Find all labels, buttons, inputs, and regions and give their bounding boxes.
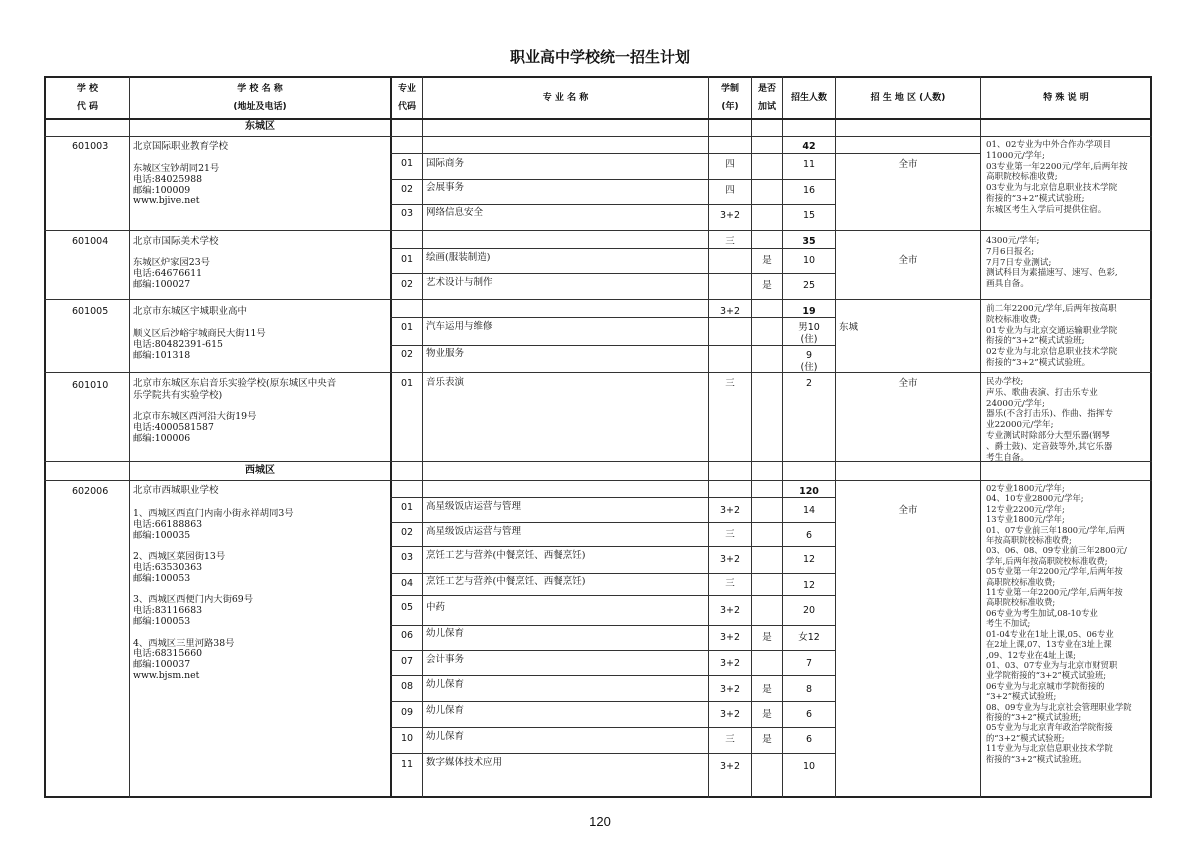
major-count: 8 [805,684,813,695]
major-years: 3+2 [719,505,741,516]
major-code: 01 [400,322,414,333]
row-divider [44,461,1152,462]
total-count: 42 [802,141,816,152]
major-count: 20 [802,605,816,616]
total-count: 120 [799,486,819,497]
header-school-code-2: 代 码 [76,102,99,112]
row-divider [390,248,835,249]
school-name: 北京市国际美术学校 [133,236,219,247]
major-code: 10 [400,733,414,744]
row-divider [390,675,835,676]
region: 全市 [898,505,918,516]
col-divider [129,76,130,798]
major-count: 14 [802,505,816,516]
major-count: 10 [802,761,816,772]
row-divider [390,153,980,154]
major-name: 艺术设计与制作 [426,277,493,288]
row-divider [390,727,835,728]
col-divider [422,76,423,798]
header-major-code: 专业 [397,84,416,94]
major-count: 12 [802,554,816,565]
major-name: 物业服务 [426,348,465,359]
region: 全市 [898,255,918,266]
school-name: 北京市东城区宇城职业高中 [133,306,248,317]
major-count: 25 [802,280,816,291]
major-years: 3+2 [719,684,741,695]
major-name: 幼儿保育 [426,705,465,716]
major-code: 01 [400,254,414,265]
special-notes: 前二年2200元/学年,后两年按高职 院校标准收费; 01专业为与北京交通运输职业学院 衔接的“3+2”模式试验班; 02专业为与北京信息职业技术学院 衔接的“3+2”模式试验班。 [986,304,1118,368]
special-notes: 民办学校; 声乐、歌曲表演、打击乐专业 24000元/学年; 器乐(不含打击乐)、作曲、指挥专 业22000元/学年; 专业测试时除部分大型乐器(钢琴 、爵士鼓)、定音鼓等外,其它乐器 考生自备。 [986,377,1114,463]
major-name: 数字媒体技术应用 [426,757,503,768]
school-name: 北京国际职业教育学校 [133,141,229,152]
major-code: 03 [400,552,414,563]
major-code: 05 [400,602,414,613]
major-name: 幼儿保育 [426,679,465,690]
major-name: 会展事务 [426,182,465,193]
major-name: 烹饪工艺与营养(中餐烹饪、西餐烹饪) [426,576,586,587]
school-code: 601010 [72,380,109,391]
region: 全市 [898,159,918,170]
major-code: 08 [400,681,414,692]
header-major-code-2: 代码 [397,102,416,112]
row-divider [390,595,835,596]
school-code: 602006 [72,486,109,497]
major-exam: 是 [762,280,772,291]
major-exam: 是 [762,255,772,266]
major-code: 02 [400,527,414,538]
major-name: 高星级饭店运营与管理 [426,501,522,512]
major-years: 三 [725,529,735,540]
major-count: 6 [805,734,813,745]
major-name: 高星级饭店运营与管理 [426,526,522,537]
major-count: 女12 [798,632,820,643]
major-count: 9 (住) [800,350,818,373]
major-code: 09 [400,707,414,718]
major-years: 3+2 [719,658,741,669]
header-years-2: (年) [721,102,739,112]
school-years: 三 [725,236,735,247]
row-divider [390,497,835,498]
major-count: 15 [802,210,816,221]
school-address: 顺义区后沙峪宇城商民大街11号 电话:80482391-615 邮编:101318 [133,328,266,361]
major-code: 02 [400,184,414,195]
row-divider [44,480,1152,481]
major-exam: 是 [762,734,772,745]
row-divider [44,372,1152,373]
major-years: 三 [725,378,735,389]
page-number: 120 [589,814,611,829]
major-count: 6 [805,709,813,720]
major-code: 02 [400,349,414,360]
total-count: 19 [802,306,816,317]
header-exam: 是否 [757,84,776,94]
major-years: 三 [725,578,735,589]
major-name: 会计事务 [426,654,465,665]
header-count: 招生人数 [790,93,827,103]
school-address: 1、西城区西直门内南小街永祥胡同3号 电话:66188863 邮编:100035 2、西城区菜园街13号 电话:63530363 邮编:100053 3、西城区西便门内大街69号 电话:83116683 邮编:100053 4、西城区三里河路38号 电话:68315660 邮编:100037 www.bjsm.net [133,508,294,681]
major-name: 汽车运用与维修 [426,321,493,332]
row-divider [390,701,835,702]
major-count: 男10 (住) [798,322,820,345]
major-years: 3+2 [719,632,741,643]
major-years: 3+2 [719,210,741,221]
major-name: 绘画(服装制造) [426,252,491,263]
major-name: 烹饪工艺与营养(中餐烹饪、西餐烹饪) [426,550,586,561]
header-notes: 特 殊 说 明 [1043,93,1089,103]
major-count: 11 [802,159,816,170]
major-exam: 是 [762,709,772,720]
total-count: 35 [802,236,816,247]
major-name: 音乐表演 [426,377,465,388]
district-dongcheng: 东城区 [245,121,275,132]
major-code: 01 [400,378,414,389]
row-divider [390,204,835,205]
major-code: 07 [400,656,414,667]
major-count: 16 [802,185,816,196]
major-years: 三 [725,734,735,745]
special-notes: 01、02专业为中外合作办学项目 11000元/学年; 03专业第一年2200元/学年,后两年按 高职院校标准收费; 03专业为与北京信息职业技术学院 衔接的“3+2”模式试验班; 东城区考生入学后可提供住宿。 [986,140,1128,215]
district-xicheng: 西城区 [245,465,275,476]
region: 东城 [839,322,859,333]
major-years: 3+2 [719,554,741,565]
school-name: 北京市东城区东启音乐实验学校(原东城区中央音 乐学院共有实验学校) [133,378,337,401]
row-divider [390,273,835,274]
row-divider [390,317,835,318]
school-code: 601003 [72,141,109,152]
header-years: 学制 [720,84,739,94]
major-count: 6 [805,530,813,541]
school-address: 北京市东城区西河沿大街19号 电话:4000581587 邮编:100006 [133,411,257,444]
row-divider [390,345,835,346]
header-region: 招 生 地 区 (人数) [870,93,946,103]
col-divider [835,76,836,798]
row-divider [390,522,835,523]
major-years: 四 [725,185,735,196]
school-years: 3+2 [719,306,741,317]
major-code: 11 [400,759,414,770]
major-exam: 是 [762,684,772,695]
row-divider [44,299,1152,300]
school-address: 东城区宝钞胡同21号 电话:84025988 邮编:100009 www.bjive.net [133,163,220,207]
row-divider [390,650,835,651]
major-count: 10 [802,255,816,266]
major-code: 01 [400,158,414,169]
major-years: 四 [725,159,735,170]
row-divider [44,136,1152,137]
major-exam: 是 [762,632,772,643]
header-school-code: 学 校 [76,84,99,94]
header-school-address: (地址及电话) [233,102,287,112]
major-code: 01 [400,502,414,513]
major-name: 幼儿保育 [426,731,465,742]
major-name: 幼儿保育 [426,628,465,639]
major-years: 3+2 [719,605,741,616]
major-count: 2 [805,378,813,389]
row-divider [44,230,1152,231]
header-exam-2: 加试 [757,102,776,112]
row-divider [390,179,835,180]
major-name: 国际商务 [426,158,465,169]
row-divider [390,625,835,626]
header-major-name: 专 业 名 称 [542,93,589,103]
major-years: 3+2 [719,709,741,720]
major-code: 04 [400,578,414,589]
major-code: 06 [400,630,414,641]
major-code: 02 [400,279,414,290]
major-count: 7 [805,658,813,669]
col-divider [980,76,981,798]
school-code: 601005 [72,306,109,317]
header-divider [44,118,1152,120]
row-divider [390,573,835,574]
region: 全市 [898,378,918,389]
row-divider [390,546,835,547]
major-name: 中药 [426,602,446,613]
major-count: 12 [802,580,816,591]
major-code: 03 [400,208,414,219]
special-notes: 02专业1800元/学年; 04、10专业2800元/学年; 12专业2200元/学年; 13专业1800元/学年; 01、07专业前三年1800元/学年,后两 年按高职院校标准收费; 03、06、08、09专业前三年2800元/ 学年,后两年按高职院校标准收费; 05专业第一年2200元/学年,后两年按 高职院校标准收费; 11专业第一年2200元/学年,后两年按 高职院校标准收费; 06专业为考生加试,08-10专业 考生不加试; 01-04专业在1址上课,05、06专业 在2址上课,07、13专业在3址上课 ,09、12专业在4址上课; 01、03、07专业为与北京市财贸职 业学院衔接的“3+2”模式试验班; 06专业为与北京城市学院衔接的 “3+2”模式试验班; 08、09专业为与北京社会管理职业学院 衔接的“3+2”模式试验班; 05专业为与北京青年政治学院衔接 的“3+2”模式试验班; 11专业为与北京信息职业技术学院 衔接的“3+2”模式试验班。 [986,483,1132,764]
school-code: 601004 [72,236,109,247]
page-title: 职业高中学校统一招生计划 [509,48,690,66]
special-notes: 4300元/学年; 7月6日报名; 7月7日专业测试; 测试科目为素描速写、速写、色彩, 画具自备。 [986,236,1118,290]
header-school-name: 学 校 名 称 [237,84,283,94]
school-address: 东城区炉家园23号 电话:64676611 邮编:100027 [133,257,210,290]
major-name: 网络信息安全 [426,207,484,218]
major-years: 3+2 [719,761,741,772]
row-divider [390,753,835,754]
school-name: 北京市西城职业学校 [133,485,219,496]
